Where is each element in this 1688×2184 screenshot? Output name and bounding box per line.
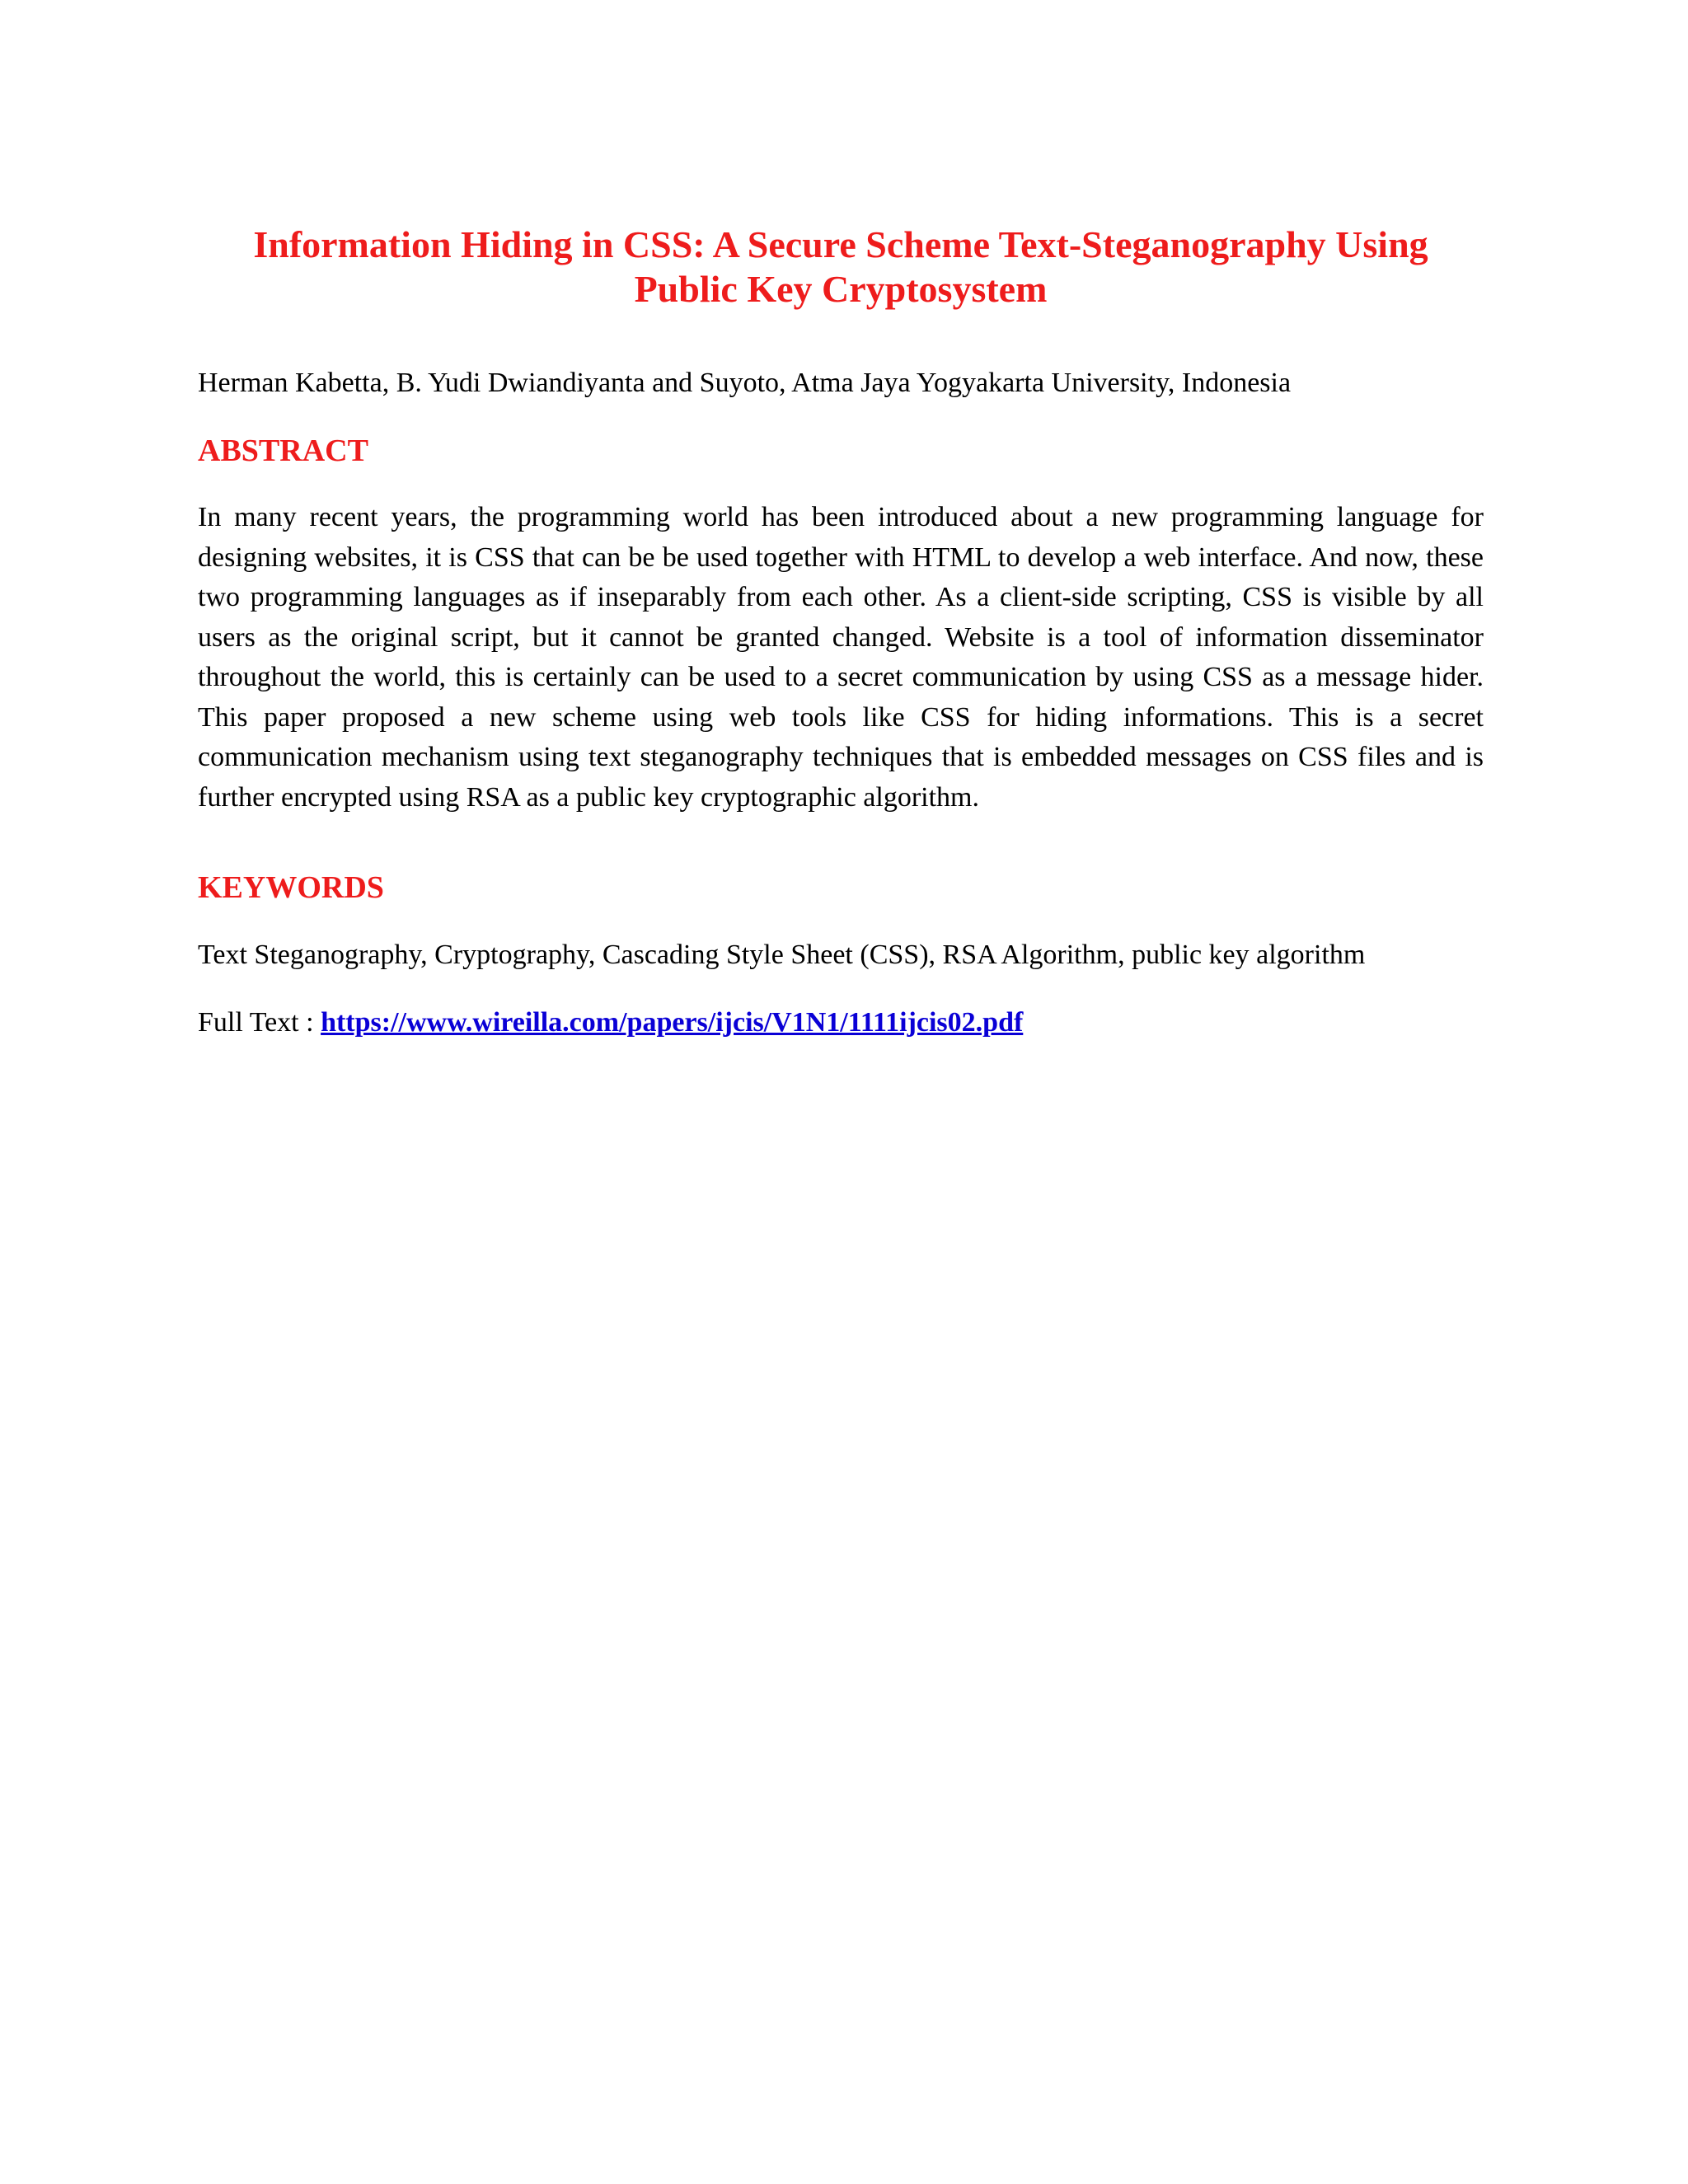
abstract-heading: ABSTRACT [198, 434, 368, 468]
paper-title: Information Hiding in CSS: A Secure Scheme Text-Steganography Using Public Key Cryptosystem [253, 223, 1428, 310]
fulltext-line [198, 1005, 1484, 1040]
fulltext-label: Full Text : [198, 1007, 321, 1038]
fulltext-link[interactable]: https://www.wireilla.com/papers/ijcis/V1N1/1111ijcis02.pdf [321, 1007, 1024, 1038]
paper-page [198, 223, 1484, 1040]
keywords-text: Text Steganography, Cryptography, Cascading Style Sheet (CSS), RSA Algorithm, public key algorithm [198, 940, 1366, 970]
keywords-heading: KEYWORDS [198, 870, 384, 905]
paper-authors: Herman Kabetta, B. Yudi Dwiandiyanta and Suyoto, Atma Jaya Yogyakarta University, Indonesia [198, 368, 1292, 398]
abstract-text: In many recent years, the programming world has been introduced about a new programming language for designing websites, it is CSS that can be be used together with HTML to develop a web interface. And now, these two programming languages as if inseparably from each other. As a client-side scripting, CSS is visible by all users as the original script, but it cannot be granted changed. Website is a tool of information disseminator throughout the world, this is certainly can be used to a secret communication by using CSS as a message hider. This paper proposed a new scheme using web tools like CSS for hiding informations. This is a secret communication mechanism using text steganography techniques that is embedded messages on CSS files and is further encrypted using RSA as a public key cryptographic algorithm. [198, 502, 1484, 813]
